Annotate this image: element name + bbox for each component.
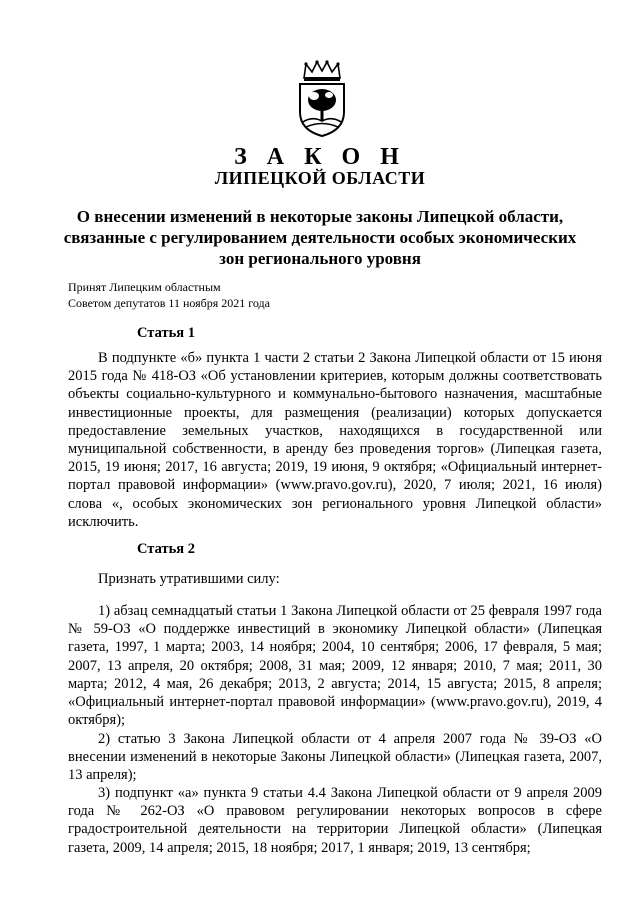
adoption-line-1: Принят Липецким областным (68, 280, 221, 294)
article-2-item-1: 1) абзац семнадцатый статьи 1 Закона Липецкой области от 25 февраля 1997 года № 59-ОЗ «О поддержке инвестиций в экономику Липецкой области» (Липецкая газета, 1997, 1 марта; 2003, 14 ноября; 2004, 10 сентября; 2006, 17 февраля, 5 мая; 2007, 13 апреля, 20 октября; 2008, 31 мая; 2009, 12 января; 2010, 7 мая; 2011, 30 марта; 2012, 4 мая, 26 декабря; 2013, 2 августа; 2014, 15 августа; 2015, 8 апреля; «Официальный интернет-портал правовой информации» (www.pravo.gov.ru), 2019, 4 октября); (68, 603, 602, 729)
adoption-note (68, 279, 270, 311)
article-2-item-2: 2) статью 3 Закона Липецкой области от 4 апреля 2007 года № 39-ОЗ «О внесении изменений в некоторые Законы Липецкой области» (Липецкая газета, 2007, 13 апреля); (68, 731, 602, 784)
article-1-text: В подпункте «б» пункта 1 части 2 статьи 2 Закона Липецкой области от 15 июня 2015 года № 418-ОЗ «Об установлении критериев, которым должны соответствовать объекты социально-культурного и коммунально-бытового назначения, масштабные инвестиционные проекты, для размещения (реализации) которых допускается предоставление земельных участков, находящихся в государственной или муниципальной собственности, в аренду без проведения торгов» (Липецкая газета, 2015, 19 июня; 2017, 16 августа; 2019, 19 июня, 9 октября; «Официальный интернет-портал правовой информации» (www.pravo.gov.ru), 2020, 7 июля; 2021, 16 июля) слова «, особых экономических зон регионального уровня Липецкой области» исключить. (68, 350, 602, 530)
region-title: ЛИПЕЦКОЙ ОБЛАСТИ (214, 168, 426, 188)
article-2-intro: Признать утратившими силу: (98, 571, 280, 587)
law-subject: О внесении изменений в некоторые законы Липецкой области, связанные с регулированием деятельности особых экономических зон регионального уровня (63, 207, 577, 268)
adoption-line-2: Советом депутатов 11 ноября 2021 года (68, 296, 270, 310)
law-title: З А К О Н (234, 144, 406, 170)
article-1-heading: Статья 1 (137, 325, 195, 341)
article-2-heading: Статья 2 (137, 541, 195, 557)
article-2-item-3: 3) подпункт «а» пункта 9 статьи 4.4 Закона Липецкой области от 9 апреля 2009 года № 262-ОЗ «О правовом регулировании некоторых вопросов в сфере градостроительной деятельности на территории Липецкой области» (Липецкая газета, 2009, 14 апреля; 2015, 18 ноября; 2017, 1 января; 2019, 13 сентября; (68, 785, 602, 856)
coat-of-arms-emblem (296, 60, 348, 138)
